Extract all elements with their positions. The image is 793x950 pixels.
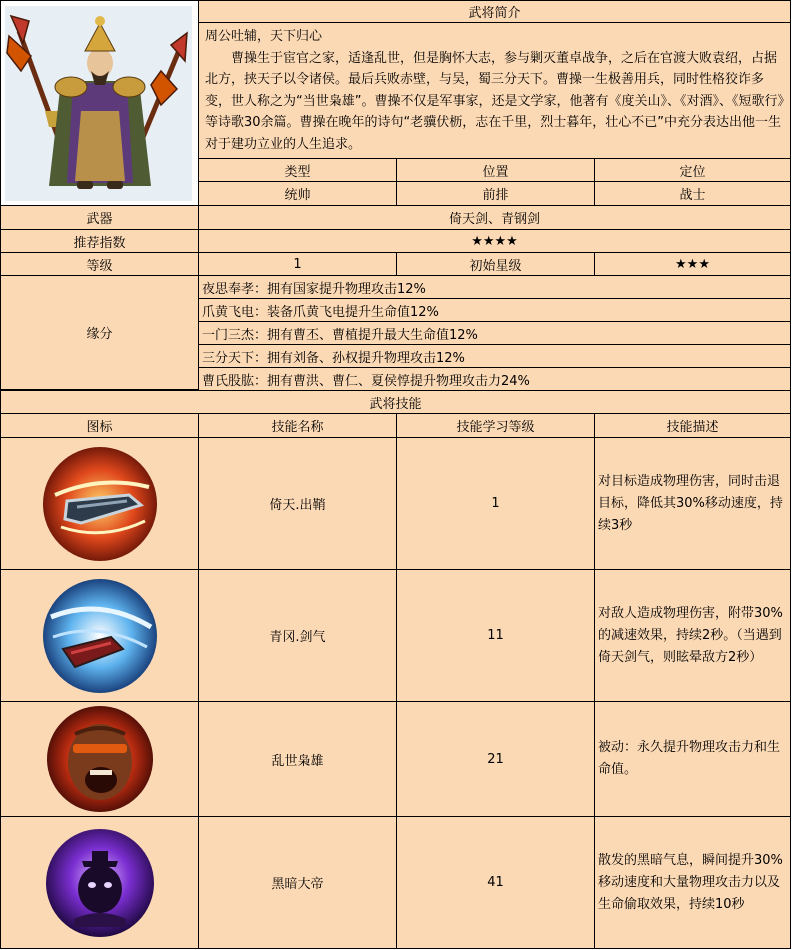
weapon-value: 倚天剑、青钢剑 bbox=[198, 205, 791, 230]
initial-star-label: 初始星级 bbox=[396, 252, 595, 276]
skill-level: 11 bbox=[396, 569, 595, 702]
skill-desc: 被动：永久提升物理攻击力和生命值。 bbox=[594, 701, 791, 817]
skill-name: 乱世枭雄 bbox=[198, 701, 397, 817]
position-header: 位置 bbox=[396, 158, 595, 182]
skill-name: 黑暗大帝 bbox=[198, 816, 397, 949]
intro-section-title: 武将简介 bbox=[198, 0, 791, 23]
bond-item: 曹氏股肱：拥有曹洪、曹仁、夏侯惇提升物理攻击力24% bbox=[198, 367, 791, 391]
initial-star-value: ★★★ bbox=[594, 252, 791, 276]
hero-tagline: 周公吐辅，天下归心 bbox=[205, 29, 323, 44]
bond-item: 夜思奉孝：拥有国家提升物理攻击12% bbox=[198, 275, 791, 299]
skills-section-title: 武将技能 bbox=[0, 390, 791, 414]
skill-level: 41 bbox=[396, 816, 595, 949]
sword-wind-icon bbox=[41, 577, 159, 695]
skill-name: 倚天.出鞘 bbox=[198, 437, 397, 570]
bonds-label: 缘分 bbox=[0, 275, 199, 390]
type-value: 统帅 bbox=[198, 181, 397, 206]
skill-desc: 对目标造成物理伤害，同时击退目标，降低其30%移动速度，持续3秒 bbox=[594, 437, 791, 570]
hero-warrior-portrait-icon bbox=[1, 1, 198, 205]
type-header: 类型 bbox=[198, 158, 397, 182]
skill-level: 1 bbox=[396, 437, 595, 570]
skill-level: 21 bbox=[396, 701, 595, 817]
skill-icon-cell bbox=[0, 569, 199, 702]
bond-item: 三分天下：拥有刘备、孙权提升物理攻击12% bbox=[198, 344, 791, 368]
bond-item: 爪黄飞电：装备爪黄飞电提升生命值12% bbox=[198, 298, 791, 322]
skill-level-header: 技能学习等级 bbox=[396, 413, 595, 438]
level-label: 等级 bbox=[0, 252, 199, 276]
skill-desc: 散发的黑暗气息，瞬间提升30%移动速度和大量物理攻击力以及生命偷取效果，持续10秒 bbox=[594, 816, 791, 949]
weapon-label: 武器 bbox=[0, 205, 199, 230]
role-value: 战士 bbox=[594, 181, 791, 206]
skill-name-header: 技能名称 bbox=[198, 413, 397, 438]
skill-desc-header: 技能描述 bbox=[594, 413, 791, 438]
role-header: 定位 bbox=[594, 158, 791, 182]
recommend-label: 推荐指数 bbox=[0, 229, 199, 253]
skill-icon-header: 图标 bbox=[0, 413, 199, 438]
skill-name: 青冈.剑气 bbox=[198, 569, 397, 702]
recommend-stars: ★★★★ bbox=[198, 229, 791, 253]
sword-strike-icon bbox=[41, 445, 159, 563]
skill-icon-cell bbox=[0, 816, 199, 949]
skill-icon-cell bbox=[0, 701, 199, 817]
hero-intro-text: 曹操生于宦官之家，适逢乱世，但是胸怀大志，参与剿灭董卓战争，之后在官渡大败袁绍，占据北方，挟天子以令诸侯。最后兵败赤壁，与吴，蜀三分天下。曹操一生极善用兵，同时性格狡诈多变，世人称之为“当世枭雄”。曹操不仅是军事家，还是文学家，他著有《度关山》、《对酒》、《短歌行》等诗歌30余篇。曹操在晚年的诗句“老骥伏枥，志在千里，烈士暮年，壮心不已”中充分表达出他一生对于建功立业的人生追求。 bbox=[205, 50, 784, 152]
roaring-face-icon bbox=[45, 704, 155, 814]
hero-intro bbox=[198, 22, 791, 159]
position-value: 前排 bbox=[396, 181, 595, 206]
hero-portrait bbox=[0, 0, 199, 206]
skill-icon-cell bbox=[0, 437, 199, 570]
skill-desc: 对敌人造成物理伤害，附带30%的减速效果，持续2秒。（当遇到倚天剑气，则眩晕敌方2秒） bbox=[594, 569, 791, 702]
bond-item: 一门三杰：拥有曹丕、曹植提升最大生命值12% bbox=[198, 321, 791, 345]
dark-emperor-icon bbox=[44, 827, 156, 939]
level-value: 1 bbox=[198, 252, 397, 276]
